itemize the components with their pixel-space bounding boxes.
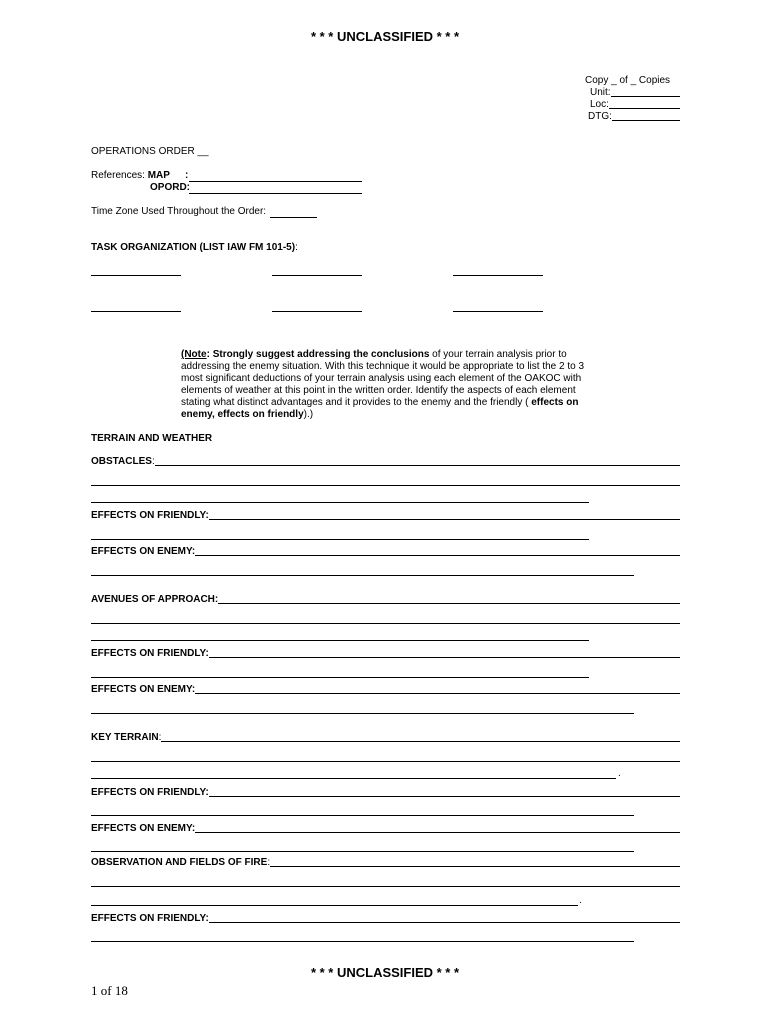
time-zone-line[interactable]: [270, 217, 317, 218]
task-org-line[interactable]: [91, 311, 181, 312]
unit-line: [611, 96, 680, 97]
avenues-label: AVENUES OF APPROACH:: [91, 594, 219, 605]
note-lead-colon: :: [206, 349, 210, 360]
effects-enemy-line: [195, 832, 680, 833]
references-label: [91, 170, 170, 182]
key-terrain-line[interactable]: [91, 761, 680, 762]
copy-count: Copy _ of _ Copies: [585, 75, 671, 86]
effects-friendly-field[interactable]: [91, 648, 680, 660]
effects-enemy-label: EFFECTS ON ENEMY:: [91, 684, 196, 695]
effects-friendly-line: [209, 922, 680, 923]
effects-friendly-line: [209, 519, 680, 520]
task-organization-label: TASK ORGANIZATION (LIST IAW FM 101-5): [91, 242, 296, 253]
key-terrain-line: [161, 741, 680, 742]
effects-friendly-line: [209, 657, 680, 658]
effects-enemy-field[interactable]: [91, 823, 680, 835]
observation-label: OBSERVATION AND FIELDS OF FIRE: [91, 857, 268, 868]
order-title: OPERATIONS ORDER __: [91, 146, 209, 157]
task-org-line[interactable]: [453, 275, 543, 276]
dtg-line: [612, 120, 680, 121]
map-label: MAP: [147, 170, 170, 181]
effects-enemy-line[interactable]: [91, 713, 634, 714]
effects-friendly-label: EFFECTS ON FRIENDLY:: [91, 913, 209, 924]
page-number: 1 of 18: [91, 983, 128, 998]
observation-line[interactable]: [91, 905, 578, 906]
task-org-line[interactable]: [272, 311, 362, 312]
observation-period: .: [579, 895, 582, 906]
task-org-line[interactable]: [453, 311, 543, 312]
opord-label: OPORD:: [150, 182, 190, 193]
key-terrain-line[interactable]: [91, 778, 616, 779]
unit-label: Unit:: [590, 87, 611, 98]
loc-label: Loc:: [590, 99, 609, 110]
effects-friendly-label: EFFECTS ON FRIENDLY:: [91, 787, 209, 798]
terrain-weather-heading: TERRAIN AND WEATHER: [91, 433, 213, 444]
obstacles-line: [155, 465, 680, 466]
effects-friendly-field[interactable]: [91, 787, 680, 799]
note-tail: ).): [303, 409, 314, 420]
effects-friendly-field[interactable]: [91, 510, 680, 522]
effects-friendly-line[interactable]: [91, 815, 634, 816]
references-text: References:: [91, 170, 145, 181]
avenues-line[interactable]: [91, 623, 680, 624]
obstacles-field[interactable]: [91, 456, 680, 468]
dtg-label: DTG:: [588, 111, 612, 122]
note-lead: (Note: [181, 349, 207, 360]
key-terrain-label: KEY TERRAIN: [91, 732, 159, 743]
classification-banner-top: * * * UNCLASSIFIED * * *: [310, 29, 460, 44]
map-colon: :: [185, 170, 189, 181]
map-reference-line[interactable]: [189, 181, 362, 182]
effects-enemy-line: [195, 693, 680, 694]
task-org-line[interactable]: [91, 275, 181, 276]
key-terrain-period: .: [618, 768, 621, 779]
key-terrain-colon: :: [158, 732, 162, 743]
effects-friendly-field[interactable]: [91, 913, 680, 925]
obstacles-label: OBSTACLES: [91, 456, 152, 467]
task-org-line[interactable]: [272, 275, 362, 276]
effects-friendly-label: EFFECTS ON FRIENDLY:: [91, 510, 209, 521]
effects-enemy-field[interactable]: [91, 546, 680, 558]
observation-line: [270, 866, 680, 867]
observation-line[interactable]: [91, 886, 680, 887]
note-body: of your terrain analysis prior to addressing the enemy situation. With this technique it would be appropriate to list the 2 to 3 most significant deductions of your terrain analysis using each element of the OAKOC with elements of weather at this point in the written order. Identify the aspects of each element stating what distinct advantages and it provides to the enemy and the friendly (: [181, 349, 585, 408]
task-organization-heading: [91, 242, 298, 254]
obstacles-colon: :: [151, 456, 155, 467]
obstacles-line[interactable]: [91, 485, 680, 486]
terrain-note: [181, 349, 601, 421]
loc-line: [609, 108, 680, 109]
note-emphasis: Strongly suggest addressing the conclusions: [212, 349, 430, 360]
effects-friendly-label: EFFECTS ON FRIENDLY:: [91, 648, 209, 659]
time-zone-label: Time Zone Used Throughout the Order:: [91, 206, 267, 217]
task-organization-colon: :: [295, 242, 298, 253]
key-terrain-field[interactable]: [91, 732, 680, 744]
effects-friendly-line[interactable]: [91, 539, 589, 540]
effects-friendly-line: [209, 796, 680, 797]
dtg-field[interactable]: [588, 111, 680, 123]
obstacles-line[interactable]: [91, 502, 589, 503]
avenues-field[interactable]: [91, 594, 680, 606]
effects-friendly-line[interactable]: [91, 941, 634, 942]
effects-enemy-line[interactable]: [91, 575, 634, 576]
opord-reference-line[interactable]: [189, 193, 362, 194]
loc-field[interactable]: [590, 99, 680, 111]
effects-enemy-line[interactable]: [91, 851, 634, 852]
classification-banner-bottom: * * * UNCLASSIFIED * * *: [310, 965, 460, 980]
effects-enemy-field[interactable]: [91, 684, 680, 696]
effects-enemy-line: [195, 555, 680, 556]
effects-enemy-label: EFFECTS ON ENEMY:: [91, 546, 196, 557]
avenues-line[interactable]: [91, 640, 589, 641]
avenues-line: [218, 603, 680, 604]
observation-colon: :: [267, 857, 271, 868]
effects-friendly-line[interactable]: [91, 677, 589, 678]
effects-enemy-label: EFFECTS ON ENEMY:: [91, 823, 196, 834]
observation-field[interactable]: [91, 857, 680, 869]
unit-field[interactable]: [590, 87, 680, 99]
note-effects: effects on enemy, effects on friendly: [181, 397, 579, 420]
